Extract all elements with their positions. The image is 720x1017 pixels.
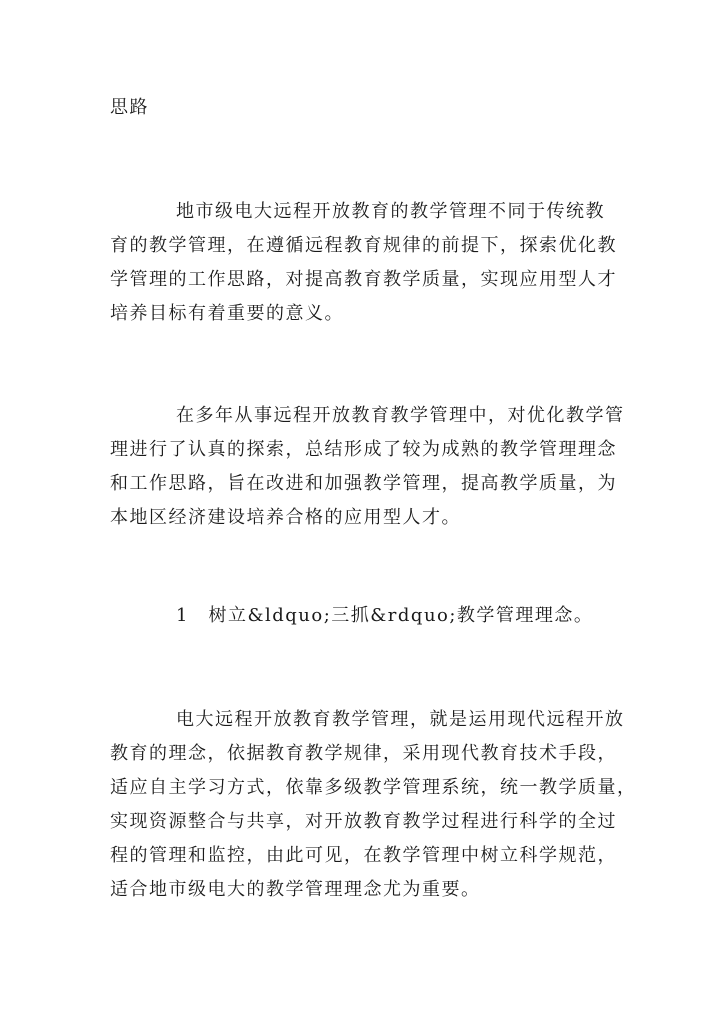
paragraph-3-line-5: 程的管理和监控，由此可见，在教学管理中树立科学规范， bbox=[110, 845, 617, 866]
paragraph-3-line-2: 教育的理念，依据教育教学规律，采用现代教育技术手段， bbox=[110, 743, 617, 764]
paragraph-2-line-2: 理进行了认真的探索，总结形成了较为成熟的教学管理理念 bbox=[110, 439, 617, 460]
heading-fragment: 思路 bbox=[110, 97, 149, 118]
paragraph-2-line-3: 和工作思路，旨在改进和加强教学管理，提高教学质量，为 bbox=[110, 473, 617, 494]
paragraph-1-line-2: 育的教学管理，在遵循远程教育规律的前提下，探索优化教 bbox=[110, 235, 617, 256]
paragraph-1-line-4: 培养目标有着重要的意义。 bbox=[110, 303, 344, 324]
paragraph-3-line-1: 电大远程开放教育教学管理，就是运用现代远程开放 bbox=[176, 709, 625, 730]
paragraph-1-line-1: 地市级电大远程开放教育的教学管理不同于传统教 bbox=[176, 201, 605, 222]
paragraph-1-line-3: 学管理的工作思路，对提高教育教学质量，实现应用型人才 bbox=[110, 269, 617, 290]
paragraph-3-line-6: 适合地市级电大的教学管理理念尤为重要。 bbox=[110, 879, 481, 900]
section-heading: 1 树立&ldquo;三抓&rdquo;教学管理理念。 bbox=[176, 605, 594, 626]
paragraph-3-line-3: 适应自主学习方式，依靠多级教学管理系统，统一教学质量， bbox=[110, 777, 637, 798]
paragraph-3-line-4: 实现资源整合与共享，对开放教育教学过程进行科学的全过 bbox=[110, 811, 617, 832]
paragraph-2-line-4: 本地区经济建设培养合格的应用型人才。 bbox=[110, 507, 461, 528]
paragraph-2-line-1: 在多年从事远程开放教育教学管理中，对优化教学管 bbox=[176, 405, 625, 426]
